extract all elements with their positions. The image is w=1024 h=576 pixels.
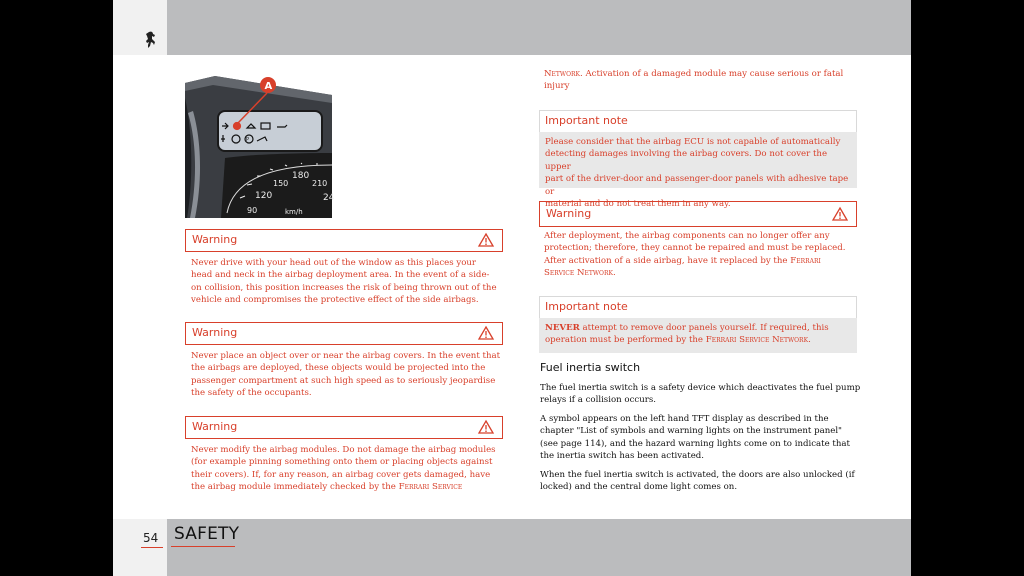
warning-header <box>185 229 503 252</box>
important-note-label: Important note <box>545 114 628 127</box>
warning-triangle-icon <box>478 233 494 247</box>
important-note-body: NEVER attempt to remove door panels yourself. If required, this operation must be performed by the Ferrari Service Network. <box>539 318 857 353</box>
important-note-header <box>539 296 857 318</box>
speed-tick-label: 24 <box>323 193 335 203</box>
warning-label: Warning <box>546 207 592 220</box>
warning-header <box>185 416 503 439</box>
paragraph: The fuel inertia switch is a safety device which deactivates the fuel pump relays if a collision occurs. <box>540 383 861 406</box>
speed-tick-label: 120 <box>255 191 273 201</box>
important-note-label: Important note <box>545 300 628 313</box>
manual-page <box>113 0 911 576</box>
warning-label: Warning <box>192 420 238 433</box>
ferrari-horse-logo-icon <box>143 30 159 50</box>
warning-text-continued: Network. Activation of a damaged module may cause serious or fatal injury <box>544 69 844 92</box>
header-bar <box>167 0 911 55</box>
warning-triangle-icon <box>478 326 494 340</box>
paragraph: A symbol appears on the left hand TFT display as described in the chapter "List of symbols and warning lights on the instrument panel" (see page 114), and the hazard warning lights come on to indicate that the inertia switch has been activated. <box>540 414 851 462</box>
important-note-body: Please consider that the airbag ECU is not capable of automatically detecting damages involving the airbag covers. Do not cover the upper part of the driver-door and passenger-door panels with adhesive tape or material and do not treat them in any way. <box>539 132 857 188</box>
instrument-panel-illustration <box>185 73 335 218</box>
footer-bar <box>167 519 911 576</box>
callout-a-label: A <box>264 81 273 92</box>
warning-triangle-icon <box>832 207 848 221</box>
warning-header <box>185 322 503 345</box>
paragraph: When the fuel inertia switch is activated, the doors are also unlocked (if locked) and the central dome light comes on. <box>540 470 855 493</box>
page-number: 54 <box>143 531 159 545</box>
warning-text: Never place an object over or near the airbag covers. In the event that the airbags are deployed, these objects would be projected into the passenger compartment at such high speed as to seriously jeopardise the safety of the occupants. <box>191 351 501 399</box>
speed-unit-label: km/h <box>285 208 303 216</box>
warning-text: Never modify the airbag modules. Do not damage the airbag modules (for example pinning something onto them or placing objects against their covers). If, for any reason, an airbag cover gets damaged, have the airbag module immediately checked by the Ferrari Service <box>191 445 496 493</box>
warning-label: Warning <box>192 233 238 246</box>
section-subheading: Fuel inertia switch <box>540 361 641 374</box>
speed-tick-label: 150 <box>273 179 289 188</box>
warning-header <box>539 201 857 227</box>
important-note-header <box>539 110 857 132</box>
section-title: SAFETY <box>174 524 240 544</box>
svg-text:P: P <box>246 137 250 143</box>
speed-tick-label: 90 <box>247 206 258 215</box>
speed-tick-label: 180 <box>292 171 310 181</box>
section-title-underline <box>171 546 235 547</box>
warning-text: After deployment, the airbag components can no longer offer any protection; therefore, they cannot be repaired and must be replaced. After activation of a side airbag, have it replaced by the Ferrari Service Network. <box>544 231 846 279</box>
page-number-underline <box>141 547 163 548</box>
warning-label: Warning <box>192 326 238 339</box>
warning-triangle-icon <box>478 420 494 434</box>
warning-text: Never drive with your head out of the window as this places your head and neck in the airbag deployment area. In the event of a side- on collision, this position increases the risk of being thrown out of the vehicle and compromises the protective effect of the side airbags. <box>191 258 497 306</box>
speed-tick-label: 210 <box>312 179 328 188</box>
